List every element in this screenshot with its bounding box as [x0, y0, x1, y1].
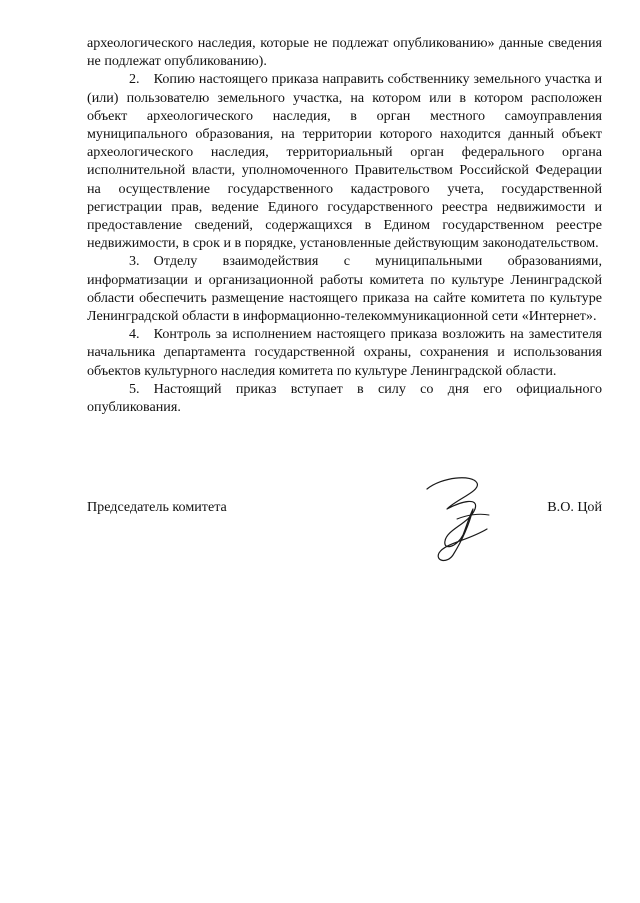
- handwritten-signature: [417, 469, 507, 569]
- paragraph-2: 2. Копию настоящего приказа направить собственнику земельного участка и (или) пользователю земельного участка, на котором или в котором расположен объект археологического наследия, в орган местного самоуправления муниципального образования, на территории которого находится данный объект археологического наследия, территориальный орган федерального органа исполнительной власти, уполномоченного Правительством Российской Федерации на осуществление государственного кадастрового учета, государственной регистрации прав, ведение Единого государственного реестра недвижимости и предоставление сведений, содержащихся в Едином государственном реестре недвижимости, в срок и в порядке, установленные действующим законодательством.: [87, 71, 602, 252]
- paragraph-5: 5. Настоящий приказ вступает в силу со дня его официального опубликования.: [87, 380, 602, 416]
- paragraph-3: 3. Отделу взаимодействия с муниципальными образованиями, информатизации и организационной работы комитета по культуре Ленинградской области обеспечить размещение настоящего приказа на сайте комитета по культуре Ленинградской области в информационно-телекоммуникационной сети «Интернет».: [87, 253, 602, 325]
- signatory-title: Председатель комитета: [87, 499, 227, 515]
- document-body: [87, 34, 602, 416]
- signatory-name: В.О. Цой: [547, 499, 602, 515]
- signature-block: [87, 497, 602, 577]
- paragraph-intro: археологического наследия, которые не подлежат опубликованию» данные сведения не подлежат опубликованию).: [87, 35, 602, 70]
- paragraph-4: 4. Контроль за исполнением настоящего приказа возложить на заместителя начальника департамента государственной охраны, сохранения и использования объектов культурного наследия комитета по культуре Ленинградской области.: [87, 326, 602, 379]
